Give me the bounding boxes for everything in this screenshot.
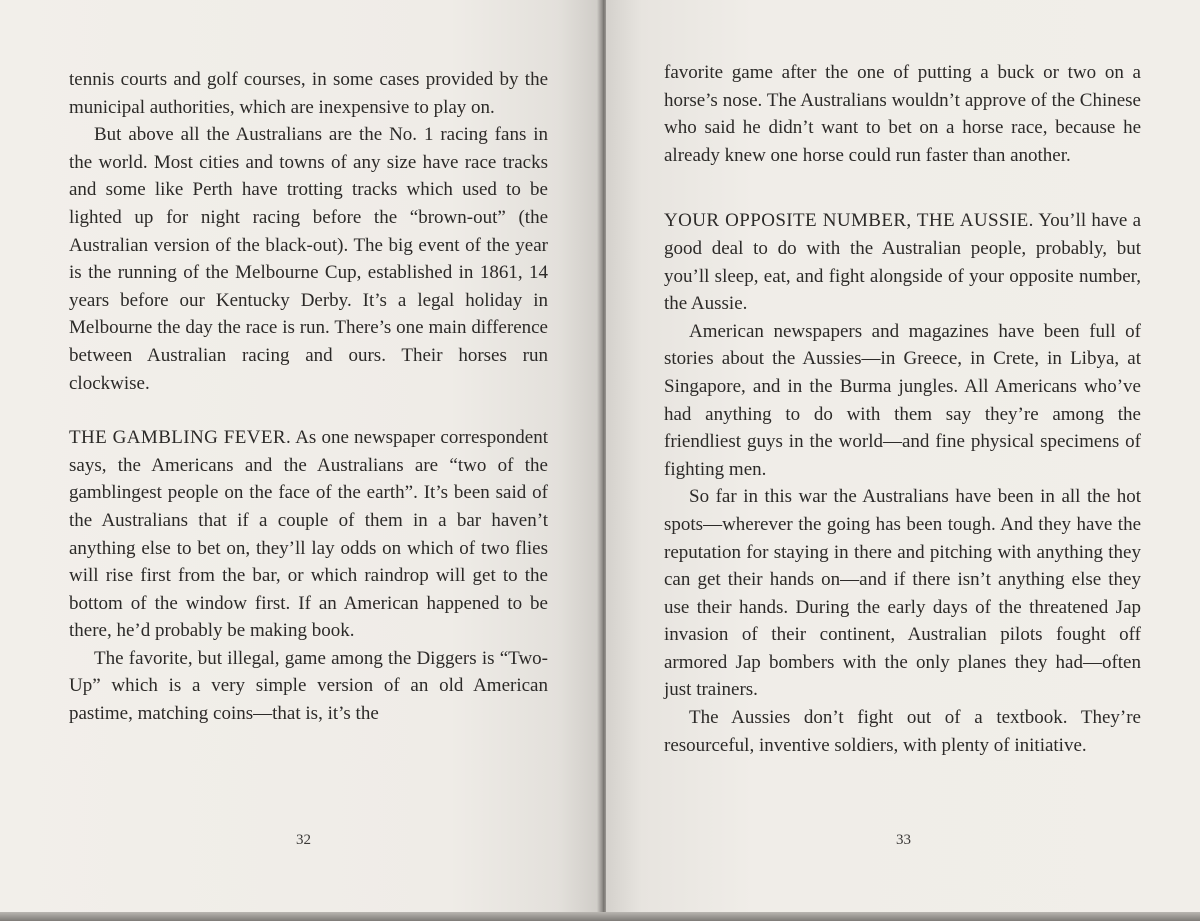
page-number: 33: [896, 832, 911, 848]
paragraph: The favorite, but illegal, game among the Diggers is “Two-Up” which is a very simple version of an old American pastime, matching coins—that is, it’s the: [69, 647, 548, 725]
section-heading: YOUR OPPOSITE NUMBER, THE AUSSIE.: [664, 210, 1034, 232]
paragraph: tennis courts and golf courses, in some cases provided by the municipal authorities, which are inexpensive to play on.: [69, 69, 548, 118]
section-paragraph: [69, 424, 548, 645]
paragraph: favorite game after the one of putting a buck or two on a horse’s nose. The Australians wouldn’t approve of the Chinese who said he didn’t want to bet on a horse race, because he already knew one horse could run faster than another.: [664, 62, 1141, 166]
paragraph: American newspapers and magazines have been full of stories about the Aussies—in Greece, in Crete, in Libya, at Singapore, and in the Burma jungles. All Americans who’ve had anything to do with them say they’re among the friendliest guys in the world—and fine physical specimens of fighting men.: [664, 320, 1141, 480]
section-heading: THE GAMBLING FEVER.: [69, 427, 292, 449]
left-page: [0, 0, 600, 912]
paragraph: The Aussies don’t fight out of a textbook. They’re resourceful, inventive soldiers, with plenty of initiative.: [664, 707, 1141, 756]
paragraph: So far in this war the Australians have been in all the hot spots—wherever the going has been tough. And they have the reputation for staying in there and pitching with anything they can get their hands on—and if there isn’t anything else they use their hands. During the early days of the threatened Jap invasion of their continent, Australian pilots fought off armored Jap bombers with the only planes they had—often just trainers.: [664, 486, 1141, 701]
section-body: As one newspaper correspondent says, the Americans and the Australians are “two of the gamblingest people on the face of the earth”. It’s been said of the Australians that if a couple of them in a bar haven’t anything else to bet on, they’ll lay odds on which of two flies will rise first from the bar, or which raindrop will get to the bottom of the window first. If an American happened to be there, he’d probably be making book.: [69, 427, 549, 642]
left-page-text: [69, 66, 548, 728]
section-paragraph: [664, 207, 1141, 317]
page-number: 32: [296, 832, 311, 848]
paragraph: But above all the Australians are the No. 1 racing fans in the world. Most cities and towns of any size have race tracks and some like Perth have trotting tracks which used to be lighted up for night racing before the “brown-out” (the Australian version of the black-out). The big event of the year is the running of the Melbourne Cup, established in 1861, 14 years before our Kentucky Derby. It’s a legal holiday in Melbourne the day the race is run. There’s one main difference between Australian racing and ours. Their horses run clockwise.: [69, 124, 548, 394]
right-page-text: [664, 59, 1141, 759]
section-body: You’ll have a good deal to do with the Australian people, probably, but you’ll sleep, eat, and fight alongside of your opposite number, the Aussie.: [664, 210, 1142, 315]
page-bottom-edge: [0, 912, 1200, 921]
right-page: [606, 0, 1200, 912]
